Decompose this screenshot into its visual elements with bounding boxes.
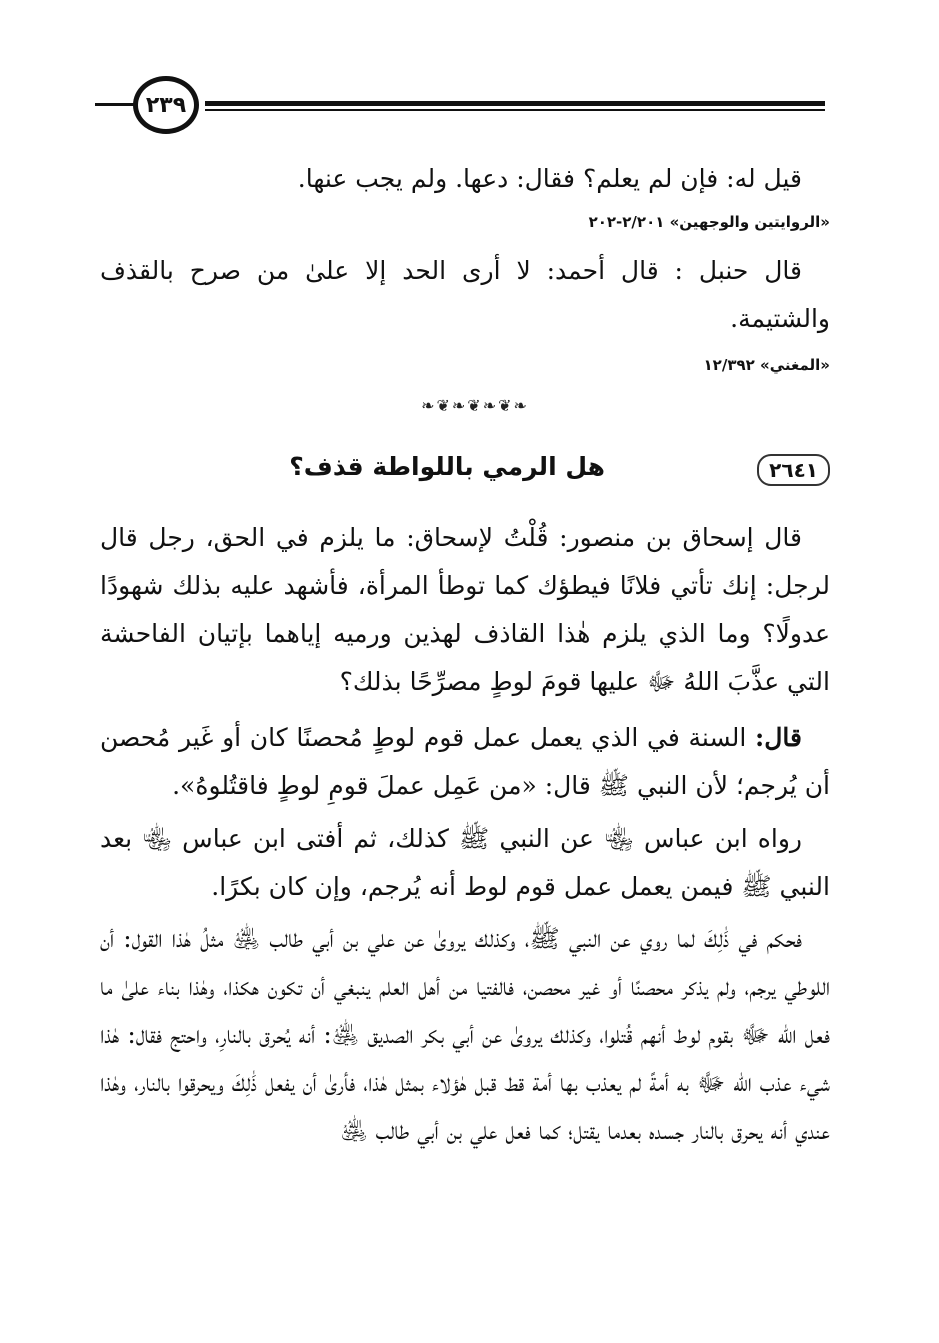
paragraph-4 xyxy=(100,915,830,1155)
header-rule-left xyxy=(95,103,135,106)
page-header xyxy=(95,76,825,136)
paragraph-3 xyxy=(100,815,830,911)
paragraph-1 xyxy=(100,514,830,706)
paragraph-3-text: رواه ابن عباس ﵄ عن النبي ﷺ كذلك، ثم أفتى ابن عباس ﵄ بعد النبي ﷺ فيمن يعمل عمل قوم لوط أنه يُرجم، وإن كان بكرًا. xyxy=(100,824,830,901)
paragraph-2-text xyxy=(100,714,830,810)
block-2-text: قال حنبل : قال أحمد: لا أرى الحد إلا علىٰ من صرح بالقذف والشتيمة. xyxy=(100,256,830,333)
header-rule-thick xyxy=(205,101,825,106)
reference-1 xyxy=(100,211,830,233)
paragraph-1-text: قال إسحاق بن منصور: قُلْتُ لإسحاق: ما يلزم في الحق، رجل قال لرجل: إنك تأتي فلانًا فيطؤك كما توطأ المرأة، فأشهد عليه بذلك شهودًا عدولًا؟ وما الذي يلزم هٰذا القاذف لهذين ورميه إياهما بإتيان الفاحشة التي عذَّبَ اللهُ ﷻ عليها قومَ لوطٍ مصرِّحًا بذلك؟ xyxy=(100,523,830,696)
question-title: هل الرمي باللواطة قذف؟ xyxy=(289,452,605,481)
block-1-text: قيل له: فإن لم يعلم؟ فقال: دعها. ولم يجب عنها. xyxy=(297,164,802,193)
block-2 xyxy=(100,247,830,343)
reference-2-text: «المغني» ١٢/٣٩٢ xyxy=(703,356,830,374)
paragraph-2-body: السنة في الذي يعمل عمل قوم لوطٍ مُحصنًا كان أو غَير مُحصن أن يُرجم؛ لأن النبي ﷺ قال: «من عَمِل عملَ قومِ لوطٍ فاقتُلوهُ». xyxy=(100,723,830,800)
page-number: ٢٣٩ xyxy=(133,76,199,134)
reference-2 xyxy=(100,354,830,376)
paragraph-2 xyxy=(100,714,830,810)
paragraph-4-text: فحكم في ذَٰلِكَ لما روي عن النبي ﷺ، وكذلك يروىٰ عن علي بن أبي طالب ﵁ مثلُ هٰذا القول: أن اللوطي يرجم، ولم يذكر محصنًا أو غير محصن، فالفتيا من أهل العلم ينبغي أن تكون هكذا، وهٰذا بناء علىٰ ما فعل الله ﷻ بقوم لوط أنهم قُتلوا، وكذلك يروىٰ عن أبي بكر الصديق ﵁: أنه يُحرق بالنارِ، واحتج فقال: هٰذا شيء عذب الله ﷻ به أمةً لم يعذب بها أمة قط قبل هٰؤلاء بمثل هٰذا، فأرىٰ أن يفعل ذَٰلِكَ ويحرقوا بالنار، وهٰذا عندي أنه يحرق بالنار جسده بعدما يقتل؛ كما فعل علي بن أبي طالب ﵁ xyxy=(100,924,830,1145)
section-divider-ornament: ❧❦❧❦❧❦❧ xyxy=(421,396,529,415)
header-rule-thin xyxy=(205,109,825,111)
block-1 xyxy=(100,155,830,203)
reference-1-text: «الروايتين والوجهين» ٢/٢٠١-٢٠٢ xyxy=(588,213,830,231)
paragraph-2-label: قال: xyxy=(755,723,802,752)
question-heading xyxy=(100,450,830,500)
question-number: ٢٦٤١ xyxy=(757,454,830,486)
